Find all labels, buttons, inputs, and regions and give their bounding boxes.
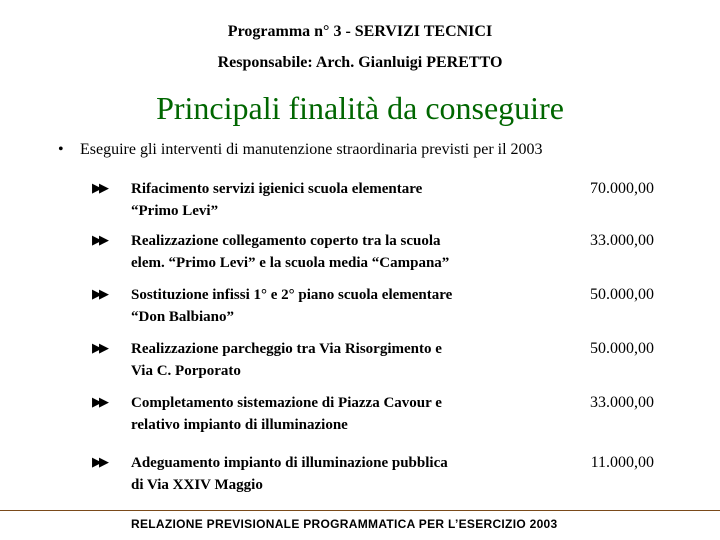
item-line-1: Rifacimento servizi igienici scuola elementare <box>131 181 423 197</box>
item-line-1: Completamento sistemazione di Piazza Cavour e <box>131 395 442 411</box>
item-line-1: Realizzazione parcheggio tra Via Risorgimento e <box>131 341 442 357</box>
item-description <box>131 178 531 222</box>
double-right-arrow-icon: ▶▶ <box>92 181 106 196</box>
item-line-2: Via C. Porporato <box>131 363 241 379</box>
item-description <box>131 284 531 328</box>
list-item <box>92 284 662 328</box>
item-line-2: relativo impianto di illuminazione <box>131 417 348 433</box>
main-bullet <box>58 139 698 161</box>
double-right-arrow-icon: ▶▶ <box>92 287 106 302</box>
bullet-dot-icon: • <box>58 141 64 158</box>
page-title: Principali finalità da conseguire <box>156 90 564 126</box>
list-item <box>92 230 662 274</box>
list-item <box>92 178 662 222</box>
list-item <box>92 338 662 382</box>
double-right-arrow-icon: ▶▶ <box>92 395 106 410</box>
item-description <box>131 338 531 382</box>
item-line-2: di Via XXIV Maggio <box>131 477 263 493</box>
double-right-arrow-icon: ▶▶ <box>92 233 106 248</box>
double-right-arrow-icon: ▶▶ <box>92 455 106 470</box>
item-line-2: “Don Balbiano” <box>131 309 234 325</box>
item-line-1: Realizzazione collegamento coperto tra la scuola <box>131 233 441 249</box>
item-description <box>131 230 531 274</box>
footer-title: RELAZIONE PREVISIONALE PROGRAMMATICA PER L’ESERCIZIO 2003 <box>131 517 558 531</box>
double-right-arrow-icon: ▶▶ <box>92 341 106 356</box>
item-line-1: Adeguamento impianto di illuminazione pubblica <box>131 455 448 471</box>
program-heading: Programma n° 3 - SERVIZI TECNICI <box>227 23 493 40</box>
item-amount: 33.000,00 <box>590 232 654 249</box>
responsible-heading: Responsabile: Arch. Gianluigi PERETTO <box>217 54 503 71</box>
item-line-2: “Primo Levi” <box>131 203 219 219</box>
item-amount: 33.000,00 <box>590 394 654 411</box>
item-line-2: elem. “Primo Levi” e la scuola media “Campana” <box>131 255 450 271</box>
list-item <box>92 452 662 496</box>
item-amount: 11.000,00 <box>590 454 654 471</box>
item-line-1: Sostituzione infissi 1° e 2° piano scuola elementare <box>131 287 453 303</box>
item-amount: 50.000,00 <box>590 340 654 357</box>
footer-divider <box>0 510 720 511</box>
item-description <box>131 452 531 496</box>
item-amount: 50.000,00 <box>590 286 654 303</box>
item-description <box>131 392 531 436</box>
item-amount: 70.000,00 <box>590 180 654 197</box>
list-item <box>92 392 662 436</box>
main-bullet-text: Eseguire gli interventi di manutenzione straordinaria previsti per il 2003 <box>80 141 543 158</box>
